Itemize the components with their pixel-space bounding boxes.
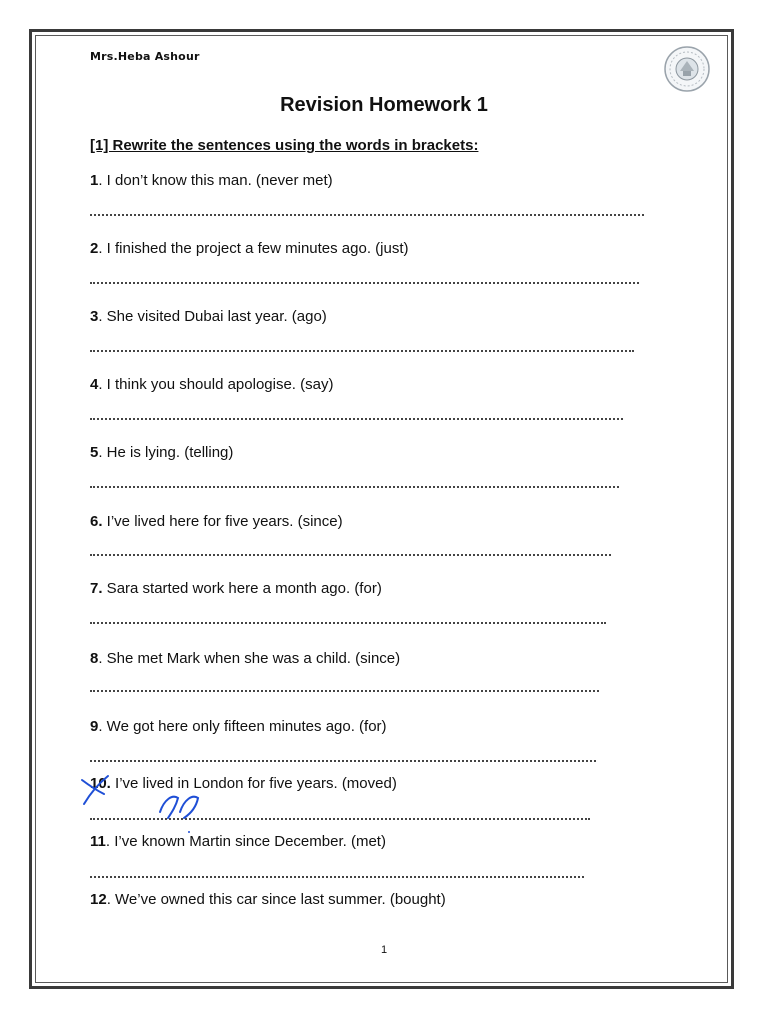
question-8: [90, 650, 400, 667]
question-text: Sara started work here a month ago. (for): [102, 580, 382, 597]
question-text: . She visited Dubai last year. (ago): [98, 308, 327, 325]
question-number: 11: [90, 833, 106, 850]
question-text: . We’ve owned this car since last summer. (bought): [106, 891, 446, 908]
question-text: . We got here only fifteen minutes ago. (for): [98, 718, 387, 735]
worksheet-title: Revision Homework 1: [280, 94, 488, 116]
question-text: . He is lying. (telling): [98, 444, 234, 461]
answer-line-11[interactable]: [90, 874, 584, 878]
page-number: 1: [380, 944, 388, 956]
question-number: 4: [90, 376, 99, 393]
answer-line-3[interactable]: [90, 348, 634, 352]
question-6: [90, 513, 343, 530]
question-number: 9: [90, 718, 99, 735]
question-5: [90, 444, 233, 461]
question-text: . I’ve known Martin since December. (met): [105, 833, 386, 850]
question-number: 2: [90, 240, 99, 257]
question-9: [90, 718, 387, 735]
instruction-heading: [1] Rewrite the sentences using the words in brackets:: [90, 137, 479, 154]
question-text: . I don’t know this man. (never met): [98, 172, 333, 189]
question-11: [90, 833, 386, 850]
school-emblem-icon: [662, 44, 712, 94]
question-text: . I think you should apologise. (say): [98, 376, 334, 393]
question-number: 3: [90, 308, 99, 325]
question-number: 8: [90, 650, 99, 667]
answer-line-4[interactable]: [90, 416, 623, 420]
answer-line-7[interactable]: [90, 620, 606, 624]
answer-line-6[interactable]: [90, 552, 611, 556]
answer-line-8[interactable]: [90, 688, 599, 692]
question-number: 12: [90, 891, 107, 908]
question-number: 6.: [90, 513, 103, 530]
question-text: . She met Mark when she was a child. (since): [98, 650, 401, 667]
question-4: [90, 376, 333, 393]
question-10: [90, 775, 397, 792]
question-2: [90, 240, 409, 257]
question-number: 1: [90, 172, 99, 189]
answer-line-9[interactable]: [90, 758, 596, 762]
question-text: I’ve lived here for five years. (since): [102, 513, 343, 530]
answer-line-10[interactable]: [90, 816, 590, 820]
answer-line-5[interactable]: [90, 484, 619, 488]
question-text: . I finished the project a few minutes ago. (just): [98, 240, 409, 257]
question-text: I’ve lived in London for five years. (moved): [110, 775, 397, 792]
question-number: 7.: [90, 580, 103, 597]
teacher-name: Mrs.Heba Ashour: [90, 50, 200, 63]
question-7: [90, 580, 382, 597]
question-number: 5: [90, 444, 99, 461]
question-1: [90, 172, 333, 189]
question-number: 10.: [90, 775, 111, 792]
answer-line-2[interactable]: [90, 280, 639, 284]
question-3: [90, 308, 327, 325]
answer-line-1[interactable]: [90, 212, 644, 216]
question-12: [90, 891, 446, 908]
